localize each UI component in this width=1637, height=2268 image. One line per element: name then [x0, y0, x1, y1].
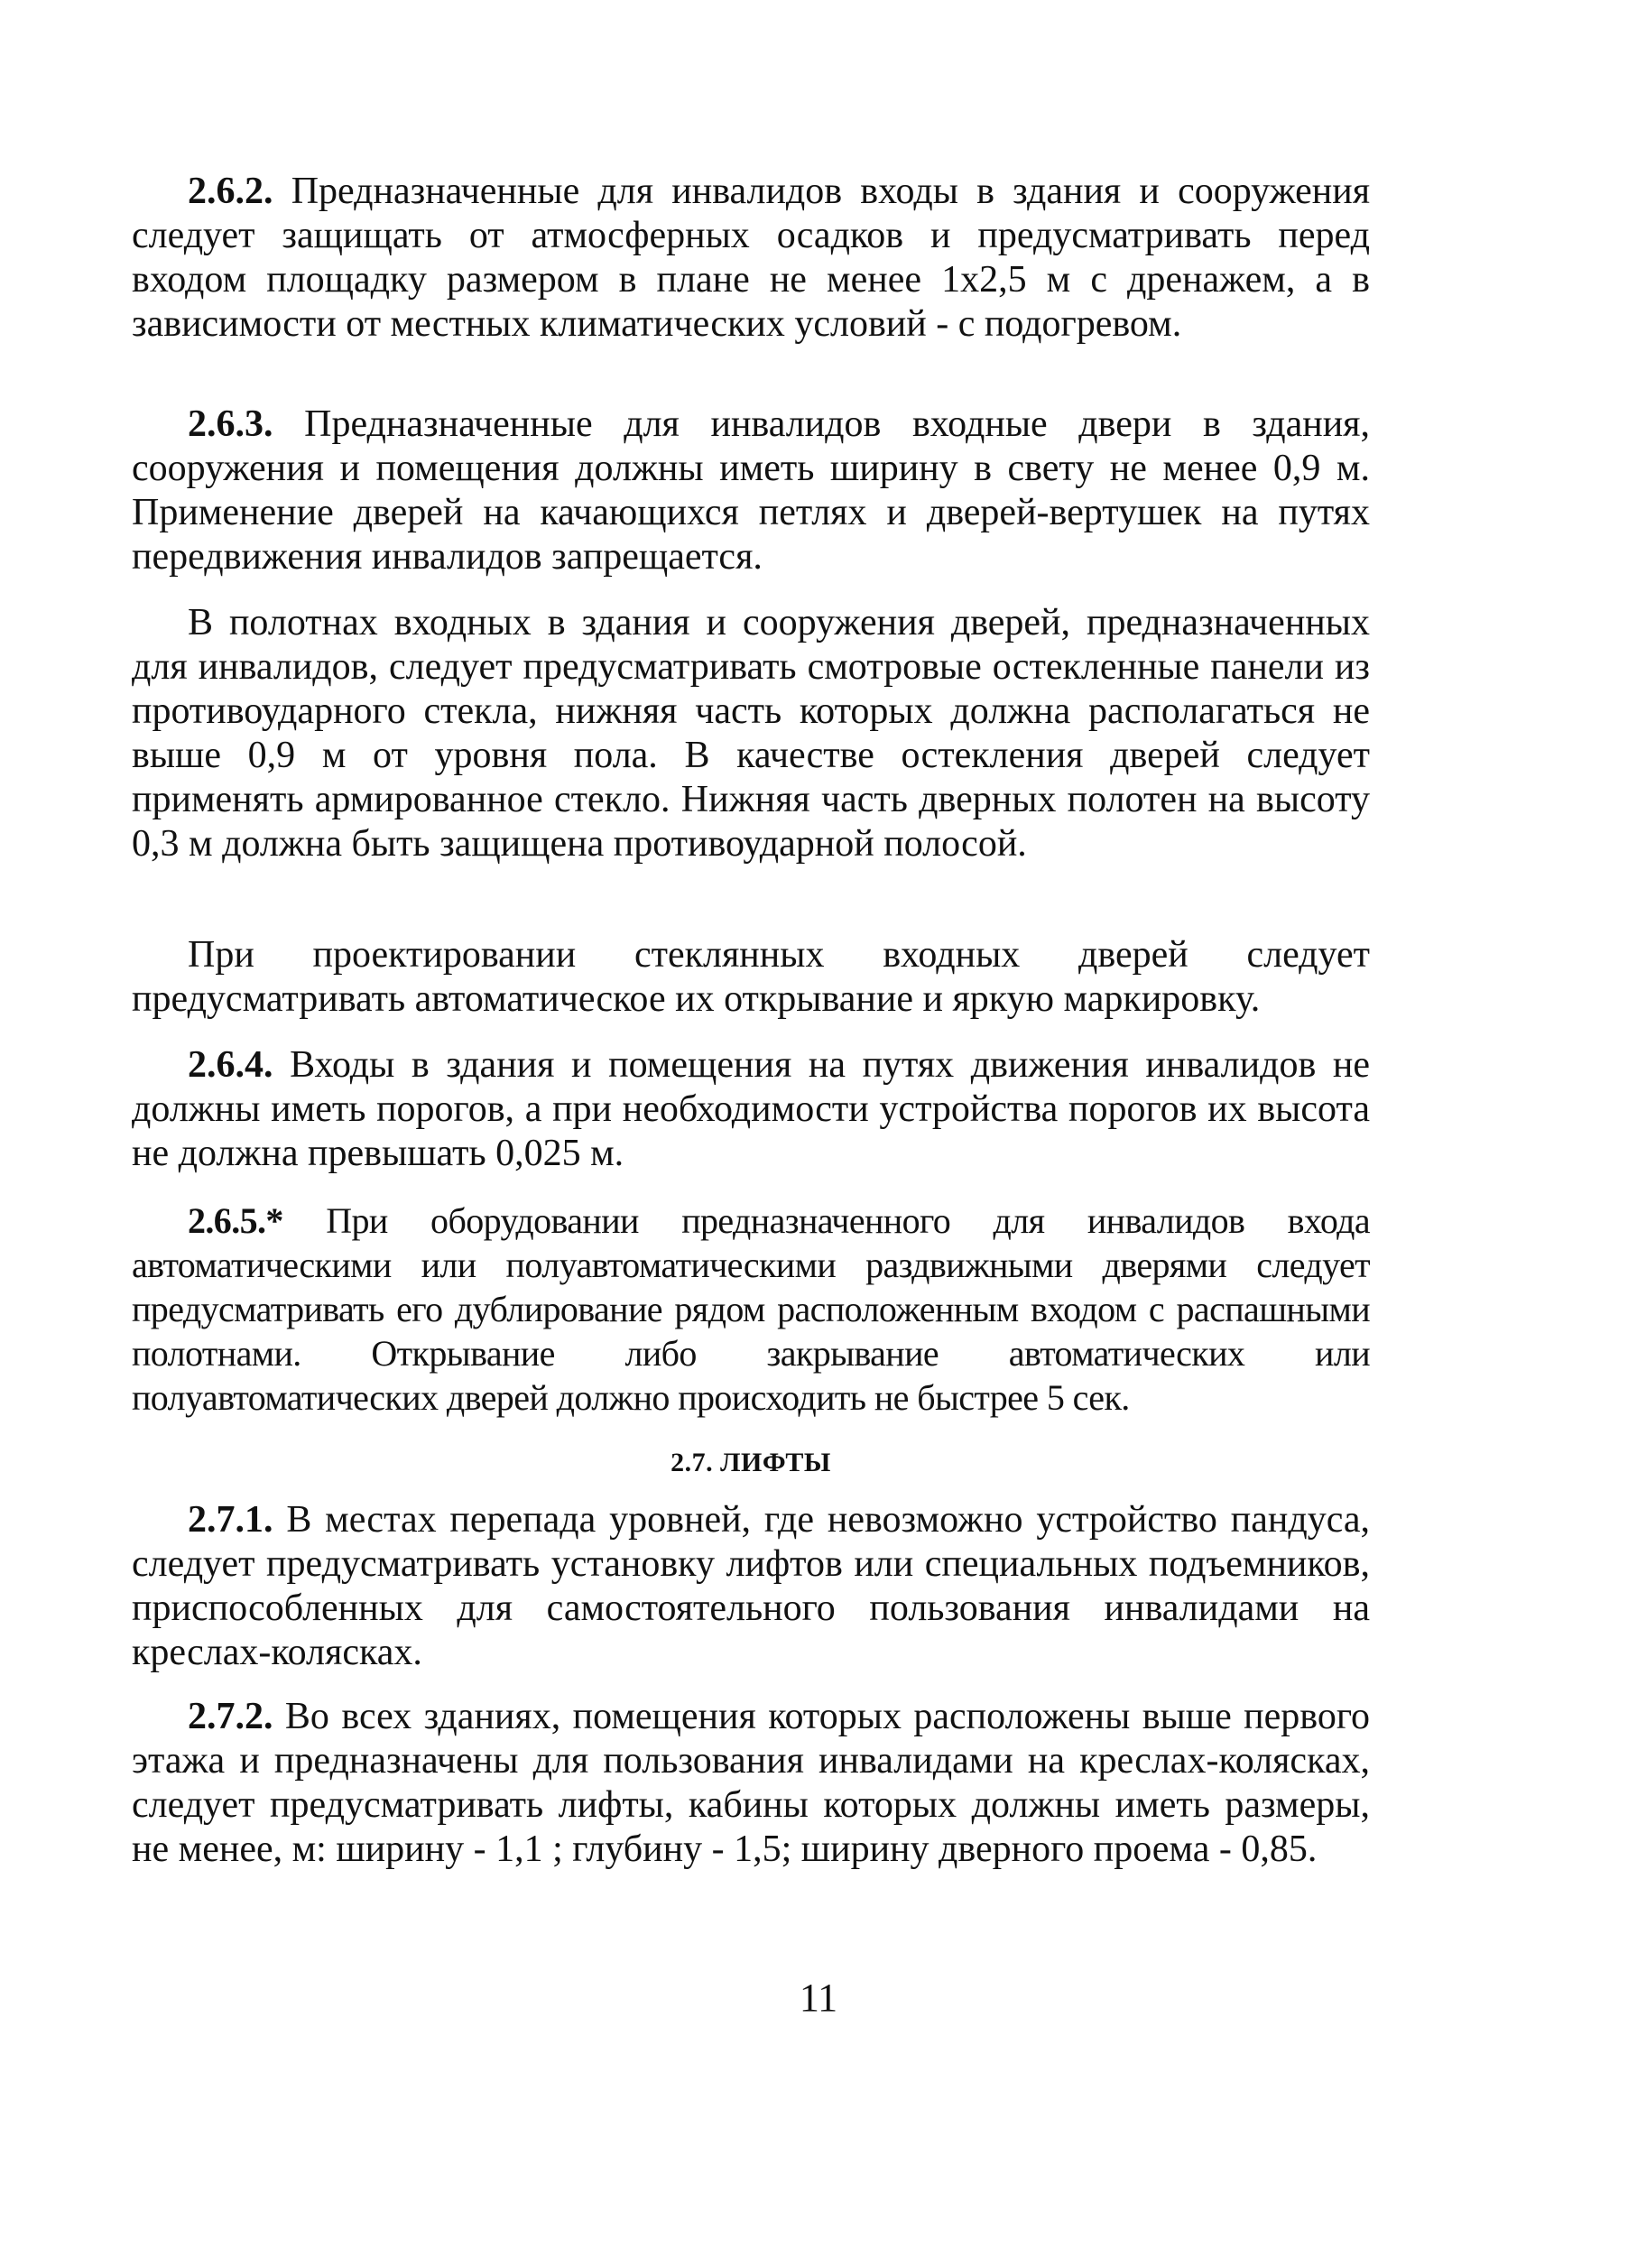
paragraph-2-6-5: [132, 1199, 1370, 1420]
paragraph-2-6-4: [132, 1043, 1370, 1176]
clause-number: 2.6.4.: [188, 1044, 273, 1086]
clause-number: 2.6.5.*: [188, 1200, 283, 1241]
paragraph-text: В полотнах входных в здания и сооружения дверей, предназначенных для инвалидов, следует предусматривать смотровые остекленные панели из противоударного стекла, нижняя часть которых должна располагаться не выше 0,9 м от уровня пола. В качестве остекления дверей следует применять армированное стекло. Нижняя часть дверных полотен на высоту 0,3 м должна быть защищена противоударной полосой.: [132, 602, 1370, 865]
paragraph-2-6-2: [132, 170, 1370, 347]
clause-text: В местах перепада уровней, где невозможно устройство пандуса, следует предусматривать установку лифтов или специальных подъемников, приспособленных для самостоятельного пользования инвалидами на креслах-колясках.: [132, 1499, 1370, 1673]
page-number: 11: [799, 1976, 838, 2020]
paragraph-door-glazing: [132, 601, 1370, 866]
paragraph-text: При проектировании стеклянных входных дверей следует предусматривать автоматическое их открывание и яркую маркировку.: [132, 934, 1370, 1020]
clause-number: 2.6.2.: [188, 171, 273, 212]
paragraph-glass-doors: [132, 933, 1370, 1022]
clause-number: 2.7.1.: [188, 1499, 273, 1541]
clause-text: Предназначенные для инвалидов входные двери в здания, сооружения и помещения должны иметь ширину в свету не менее 0,9 м. Применение дверей на качающихся петлях и дверей-вертушек на путях передвижения инвалидов запрещается.: [132, 403, 1371, 578]
clause-number: 2.6.3.: [188, 403, 273, 445]
paragraph-2-7-2: [132, 1695, 1370, 1872]
clause-number: 2.7.2.: [188, 1696, 273, 1737]
section-heading: 2.7. ЛИФТЫ: [671, 1448, 831, 1477]
clause-text: Во всех зданиях, помещения которых расположены выше первого этажа и предназначены для пользования инвалидами на креслах-колясках, следует предусматривать лифты, кабины которых должны иметь размеры, не менее, м: ширину - 1,1 ; глубину - 1,5; ширину дверного проема - 0,85.: [132, 1696, 1371, 1870]
clause-text: При оборудовании предназначенного для инвалидов входа автоматическими или полуавтоматическими раздвижными дверями следует предусматривать его дублирование рядом расположенным входом с распашными полотнами. Открывание либо закрывание автоматических или полуавтоматических дверей должно происходить не быстрее 5 сек.: [132, 1200, 1370, 1418]
paragraph-2-6-3: [132, 403, 1370, 579]
paragraph-2-7-1: [132, 1498, 1370, 1675]
clause-text: Входы в здания и помещения на путях движения инвалидов не должны иметь порогов, а при необходимости устройства порогов их высота не должна превышать 0,025 м.: [132, 1044, 1370, 1174]
clause-text: Предназначенные для инвалидов входы в здания и сооружения следует защищать от атмосферных осадков и предусматривать перед входом площадку размером в плане не менее 1х2,5 м с дренажем, а в зависимости от местных климатических условий - с подогревом.: [132, 171, 1371, 345]
